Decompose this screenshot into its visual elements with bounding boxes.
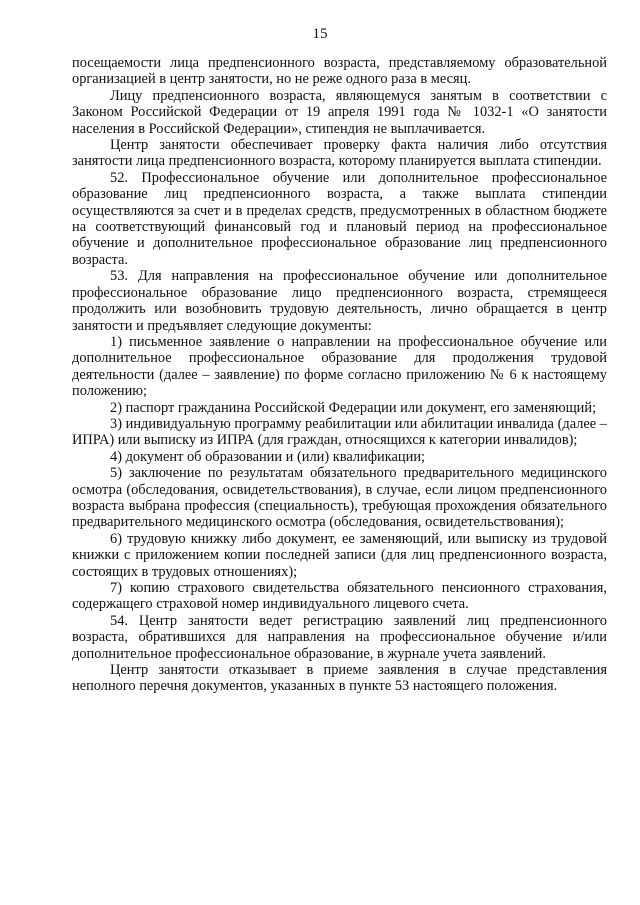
paragraph-stipend-not-paid: Лицу предпенсионного возраста, являющемуся занятым в соответствии с Законом Российской Федерации от 19 апреля 1991 года № 1032-1 «О занятости населения в Российской Федерации», стипендия не выплачивается. (72, 87, 607, 137)
paragraph-52: 52. Профессиональное обучение или дополнительное профессиональное образование лиц предпенсионного возраста, а также выплата стипендии осуществляются за счет и в пределах средств, предусмотренных в областном бюджете на соответствующий финансовый год и плановый период на профессиональное обучение и дополнительное профессиональное образование лиц предпенсионного возраста. (72, 169, 607, 268)
list-item-4: 4) документ об образовании и (или) квалификации; (110, 448, 426, 465)
list-item-7: 7) копию страхового свидетельства обязательного пенсионного страхования, содержащего страховой номер индивидуального лицевого счета. (72, 580, 607, 613)
paragraph-refusal: Центр занятости отказывает в приеме заявления в случае представления неполного перечня документов, указанных в пункте 53 настоящего положения. (72, 662, 607, 695)
document-body (72, 55, 607, 695)
paragraph-continuation: посещаемости лица предпенсионного возраста, представляемому образовательной организацией в центр занятости, но не реже одного раза в месяц. (72, 55, 607, 88)
list-item-6: 6) трудовую книжку либо документ, ее заменяющий, или выписку из трудовой книжки с приложением копии последней записи (для лиц предпенсионного возраста, состоящих в трудовых отношениях); (72, 530, 607, 580)
list-item-2: 2) паспорт гражданина Российской Федерации или документ, его заменяющий; (110, 399, 597, 416)
paragraph-employment-check: Центр занятости обеспечивает проверку факта наличия либо отсутствия занятости лица предпенсионного возраста, которому планируется выплата стипендии. (72, 137, 607, 170)
list-item-1: 1) письменное заявление о направлении на профессиональное обучение или дополнительное профессиональное образование для продолжения трудовой деятельности (далее – заявление) по форме согласно приложению № 6 к настоящему положению; (72, 333, 607, 400)
list-item-5: 5) заключение по результатам обязательного предварительного медицинского осмотра (обследования, освидетельствования), в случае, если лицом предпенсионного возраста выбрана профессия (специальность), требующая прохождения обязательного предварительного медицинского осмотра (обследования, освидетельствования); (72, 465, 607, 531)
list-item-3: 3) индивидуальную программу реабилитации или абилитации инвалида (далее – ИПРА) или выписку из ИПРА (для граждан, относящихся к категории инвалидов); (72, 415, 607, 449)
page-number: 15 (312, 26, 328, 42)
paragraph-53: 53. Для направления на профессиональное обучение или дополнительное профессиональное образование лицо предпенсионного возраста, стремящееся продолжить или возобновить трудовую деятельность, лично обращается в центр занятости и предъявляет следующие документы: (72, 268, 607, 334)
paragraph-54: 54. Центр занятости ведет регистрацию заявлений лиц предпенсионного возраста, обратившихся для направления на профессиональное обучение и/или дополнительное профессиональное образование, в журнале учета заявлений. (72, 612, 607, 662)
